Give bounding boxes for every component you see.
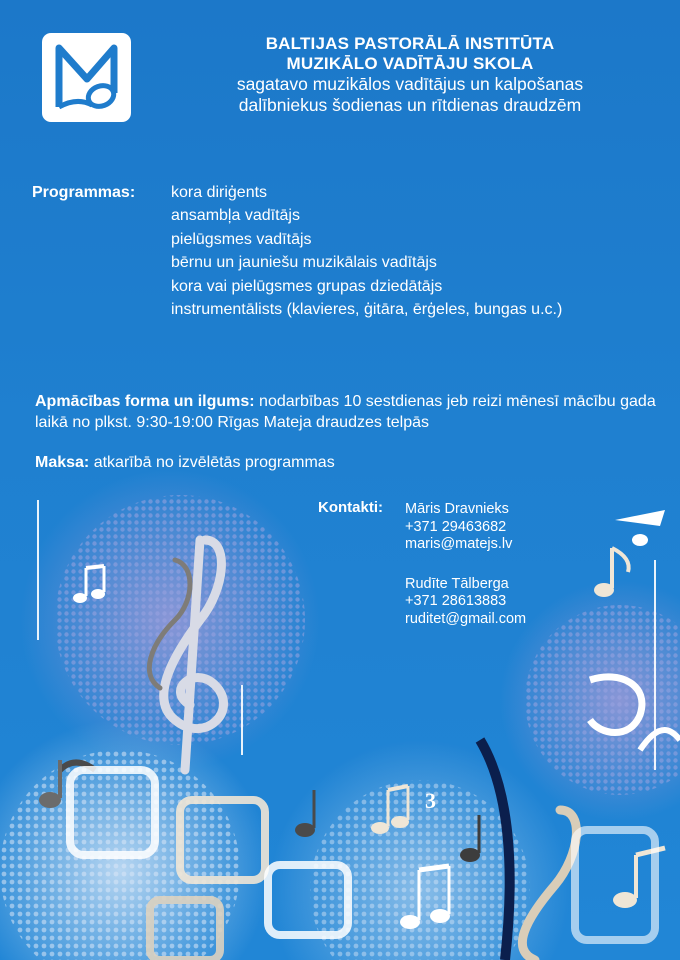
md-music-note-logo-icon (42, 33, 131, 122)
training-label: Apmācības forma un ilgums: (35, 393, 255, 410)
music-decoration (0, 470, 680, 960)
contact-phone[interactable]: +371 29463682 (405, 518, 507, 535)
training-info (35, 391, 665, 433)
program-item: pielūgsmes vadītājs (171, 230, 312, 248)
contacts-label: Kontakti: (318, 499, 383, 516)
fee-text: atkarībā no izvēlētās programmas (89, 454, 335, 471)
training-text: nodarbības 10 sestdienas jeb reizi mēnesī mācību gada laikā no plkst. 9:30-19:00 Rīgas Mateja draudzes telpās (35, 393, 656, 431)
header-school: MUZIKĀLO VADĪTĀJU SKOLA (286, 54, 534, 73)
fee-label: Maksa: (35, 454, 90, 471)
program-item: bērnu un jauniešu muzikālais vadītājs (171, 254, 437, 272)
svg-text:3: 3 (425, 788, 436, 813)
contact-name: Māris Dravnieks (405, 501, 509, 517)
programs-label: Programmas: (32, 184, 136, 201)
school-logo (42, 33, 131, 122)
contact-spacer (405, 554, 526, 576)
contact-name: Rudīte Tālberga (405, 575, 509, 592)
contacts-list (405, 501, 526, 628)
program-item: instrumentālists (klavieres, ģitāra, ērģeles, bungas u.c.) (171, 300, 563, 318)
header (150, 34, 670, 116)
contact-phone[interactable]: +371 28613883 (405, 593, 507, 609)
programs-list (171, 181, 562, 321)
header-tagline-2: dalībniekus šodienas un rītdienas draudzēm (238, 95, 582, 115)
program-item: kora vai pielūgsmes grupas dziedātājs (171, 277, 443, 295)
header-institute: BALTIJAS PASTORĀLĀ INSTITŪTA (265, 34, 555, 53)
contact-email[interactable]: maris@matejs.lv (405, 536, 513, 552)
program-item: kora diriģents (171, 184, 268, 201)
contact-email[interactable]: ruditet@gmail.com (405, 610, 527, 627)
program-item: ansambļa vadītājs (171, 207, 300, 225)
header-tagline-1: sagatavo muzikālos vadītājus un kalpošanas (236, 74, 584, 94)
